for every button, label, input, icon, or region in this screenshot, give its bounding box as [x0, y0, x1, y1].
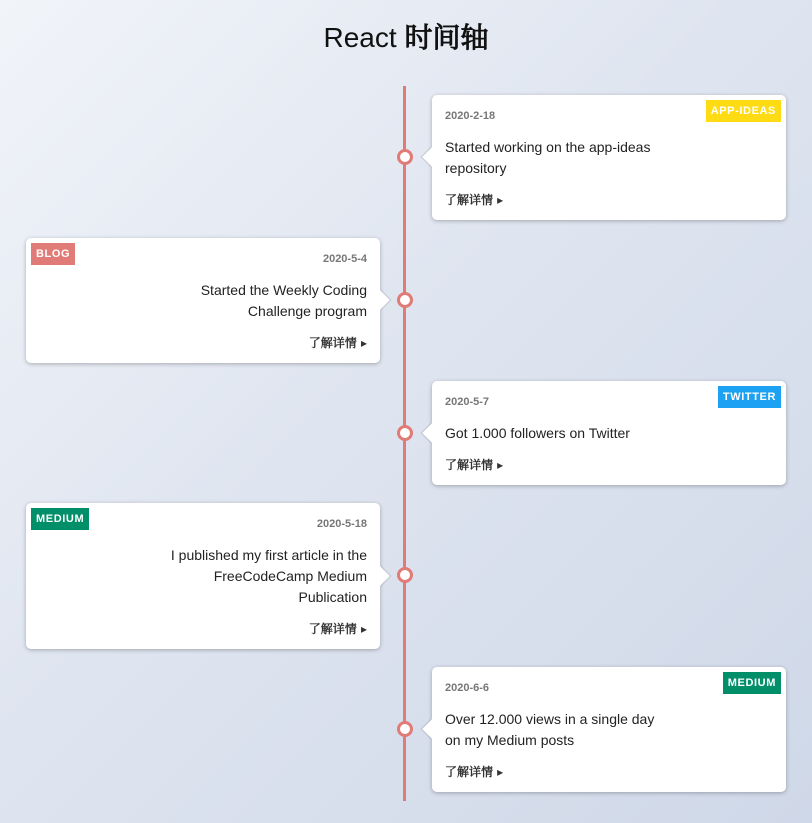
- read-more-link[interactable]: 了解详情 ▸: [445, 765, 504, 779]
- timeline-dot: [397, 149, 413, 165]
- timeline-dot: [397, 292, 413, 308]
- read-more-link[interactable]: 了解详情 ▸: [445, 193, 504, 207]
- event-text: Started the Weekly Coding Challenge program: [200, 282, 367, 319]
- event-text: Started working on the app-ideas repository: [445, 139, 651, 176]
- event-date: 2020-5-4: [322, 253, 367, 265]
- page-title-en: React: [323, 22, 397, 53]
- timeline-card: [26, 503, 380, 649]
- timeline-card: [26, 238, 380, 363]
- event-date: 2020-2-18: [445, 110, 496, 122]
- page-title-cn: 时间轴: [404, 21, 489, 54]
- event-text: I published my first article in the FreeCodeCamp Medium Publication: [170, 547, 367, 605]
- category-tag: BLOG: [31, 243, 75, 265]
- timeline-card: [432, 381, 786, 485]
- category-tag: MEDIUM: [31, 508, 89, 530]
- event-text: Over 12.000 views in a single day on my Medium posts: [445, 711, 655, 748]
- category-tag: TWITTER: [718, 386, 781, 408]
- event-text: Got 1.000 followers on Twitter: [445, 425, 630, 441]
- timeline-dot: [397, 567, 413, 583]
- timeline-card: [432, 95, 786, 220]
- timeline-dot: [397, 721, 413, 737]
- event-date: 2020-5-7: [445, 396, 490, 408]
- event-date: 2020-6-6: [445, 682, 490, 694]
- read-more-link[interactable]: 了解详情 ▸: [308, 336, 367, 350]
- event-date: 2020-5-18: [316, 518, 367, 530]
- page-title: [0, 16, 812, 56]
- category-tag: MEDIUM: [723, 672, 781, 694]
- category-tag: APP-IDEAS: [706, 100, 781, 122]
- read-more-link[interactable]: 了解详情 ▸: [445, 458, 504, 472]
- timeline-card: [432, 667, 786, 792]
- timeline-dot: [397, 425, 413, 441]
- timeline-line: [403, 86, 406, 801]
- read-more-link[interactable]: 了解详情 ▸: [308, 622, 367, 636]
